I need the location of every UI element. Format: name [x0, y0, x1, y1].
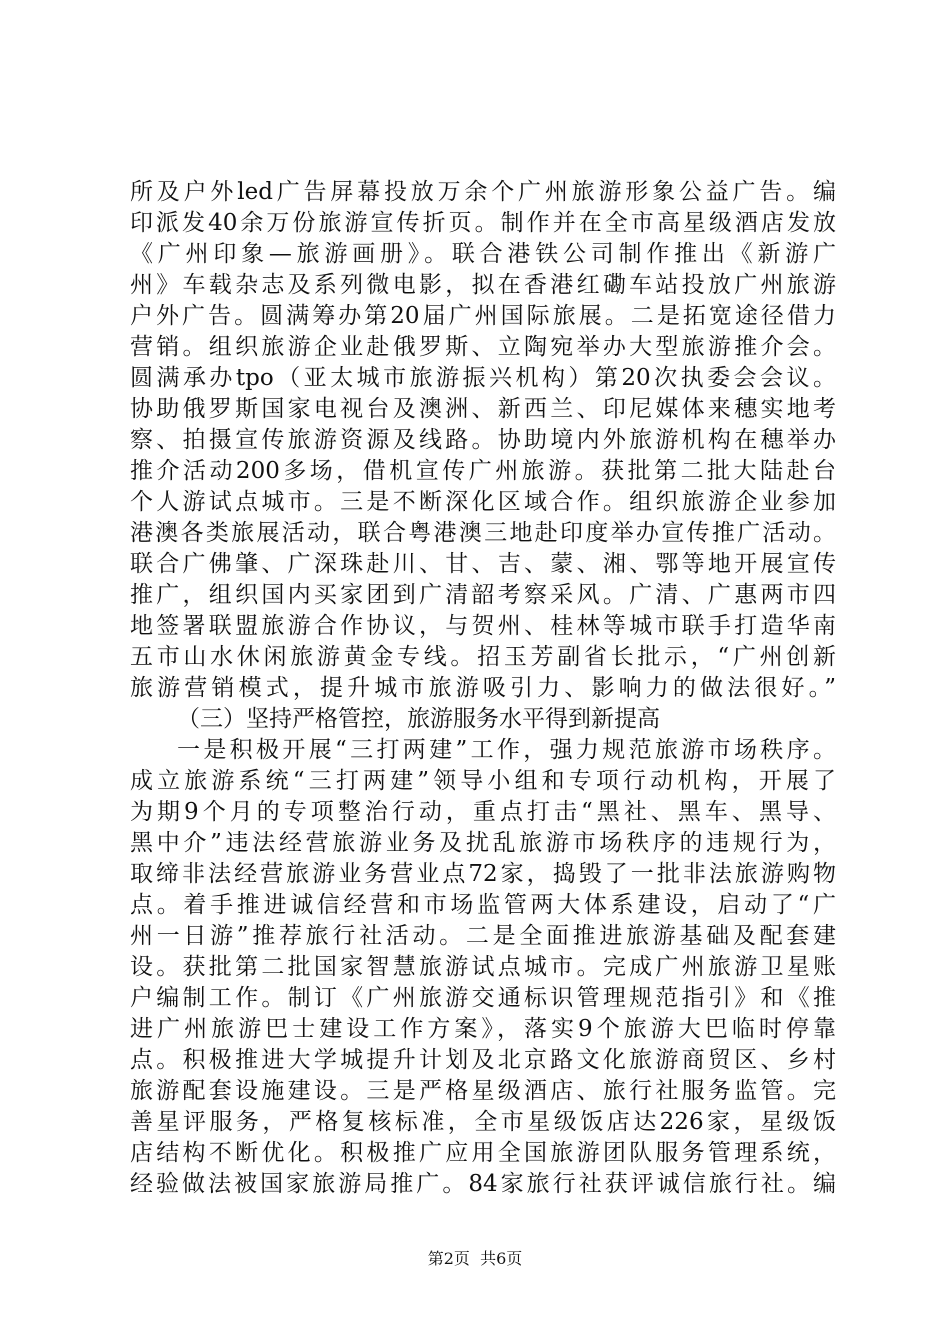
text-line: 为期9个月的专项整治行动，重点打击“黑社、黑车、黑导、 — [130, 799, 836, 825]
text-line: 进广州旅游巴士建设工作方案》，落实9个旅游大巴临时停靠 — [130, 1016, 836, 1042]
text-line: 个人游试点城市。三是不断深化区域合作。组织旅游企业参加 — [130, 489, 836, 515]
text-line: 推介活动200多场，借机宣传广州旅游。获批第二批大陆赴台 — [130, 458, 836, 484]
text-line: 《广州印象—旅游画册》。联合港铁公司制作推出《新游广 — [130, 241, 836, 267]
text-line: 地签署联盟旅游合作协议，与贺州、桂林等城市联手打造华南 — [130, 613, 836, 639]
text-line: 取缔非法经营旅游业务营业点72家，捣毁了一批非法旅游购物 — [130, 861, 836, 887]
text-line: 印派发40余万份旅游宣传折页。制作并在全市高星级酒店发放 — [130, 210, 836, 236]
text-line: 协助俄罗斯国家电视台及澳洲、新西兰、印尼媒体来穗实地考 — [130, 396, 836, 422]
page-number-footer: 第2页 共6页 — [427, 1249, 523, 1268]
section-heading: （三）坚持严格管控，旅游服务水平得到新提高 — [177, 706, 660, 732]
text-line: 成立旅游系统“三打两建”领导小组和专项行动机构，开展了 — [130, 768, 836, 794]
paragraph-management — [130, 735, 836, 1200]
text-line: 港澳各类旅展活动，联合粤港澳三地赴印度举办宣传推广活动。 — [130, 520, 836, 546]
text-line: 旅游配套设施建设。三是严格星级酒店、旅行社服务监管。完 — [130, 1078, 836, 1104]
text-line: 旅游营销模式，提升城市旅游吸引力、影响力的做法很好。” — [130, 675, 836, 701]
document-body — [130, 177, 836, 1200]
text-line: 圆满承办tpo（亚太城市旅游振兴机构）第20次执委会会议。 — [130, 365, 836, 391]
text-line: 户外广告。圆满筹办第20届广州国际旅展。二是拓宽途径借力 — [130, 303, 836, 329]
text-line: 户编制工作。制订《广州旅游交通标识管理规范指引》和《推 — [130, 985, 836, 1011]
text-line: 营销。组织旅游企业赴俄罗斯、立陶宛举办大型旅游推介会。 — [130, 334, 836, 360]
text-line: 五市山水休闲旅游黄金专线。招玉芳副省长批示，“广州创新 — [130, 644, 836, 670]
text-line: 推广，组织国内买家团到广清韶考察采风。广清、广惠两市四 — [130, 582, 836, 608]
text-line: 州》车载杂志及系列微电影，拟在香港红磡车站投放广州旅游 — [130, 272, 836, 298]
text-line: 设。获批第二批国家智慧旅游试点城市。完成广州旅游卫星账 — [130, 954, 836, 980]
text-line: 店结构不断优化。积极推广应用全国旅游团队服务管理系统， — [130, 1140, 836, 1166]
text-line: 点。积极推进大学城提升计划及北京路文化旅游商贸区、乡村 — [130, 1047, 836, 1073]
text-line: 所及户外led广告屏幕投放万余个广州旅游形象公益广告。编 — [130, 179, 836, 205]
text-line: 州一日游”推荐旅行社活动。二是全面推进旅游基础及配套建 — [130, 923, 836, 949]
text-line: 察、拍摄宣传旅游资源及线路。协助境内外旅游机构在穗举办 — [130, 427, 836, 453]
paragraph-marketing — [130, 177, 836, 704]
text-line: 一是积极开展“三打两建”工作，强力规范旅游市场秩序。 — [177, 737, 836, 763]
text-line: 点。着手推进诚信经营和市场监管两大体系建设，启动了“广 — [130, 892, 836, 918]
text-line: 经验做法被国家旅游局推广。84家旅行社获评诚信旅行社。编 — [130, 1171, 836, 1197]
text-line: 善星评服务，严格复核标准，全市星级饭店达226家，星级饭 — [130, 1109, 836, 1135]
text-line: 联合广佛肇、广深珠赴川、甘、吉、蒙、湘、鄂等地开展宣传 — [130, 551, 836, 577]
text-line: 黑中介”违法经营旅游业务及扰乱旅游市场秩序的违规行为， — [130, 830, 836, 856]
